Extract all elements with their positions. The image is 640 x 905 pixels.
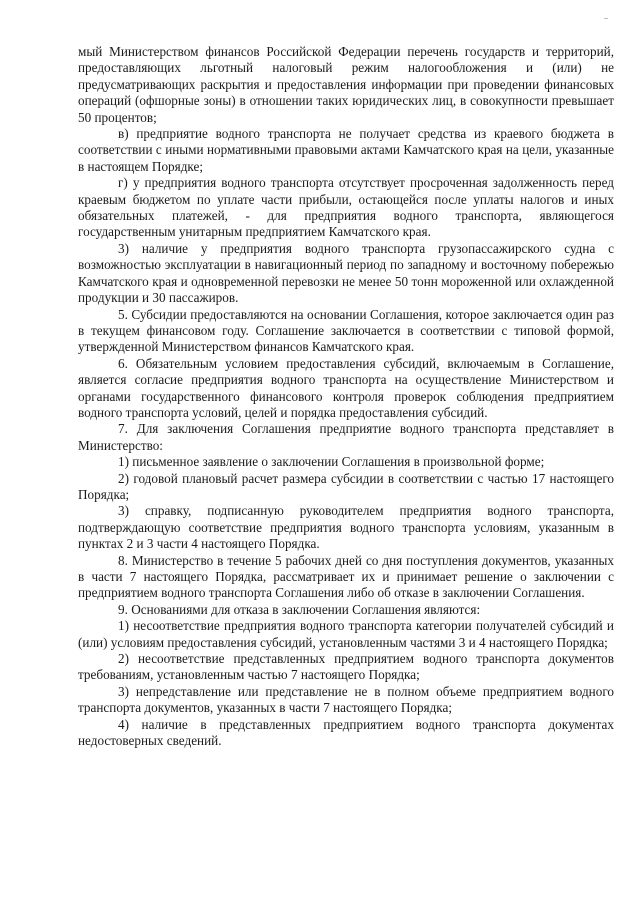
paragraph-section-9-item-1: 1) несоответствие предприятия водного транспорта категории получателей субсидий и (или) условиям предоставления субсидий, установленным частями 3 и 4 настоящего Порядка;	[78, 618, 614, 650]
paragraph-section-9-item-4: 4) наличие в представленных предприятием водного транспорта документах недостоверных сведений.	[78, 716, 614, 749]
paragraph-section-7-item-3: 3) справку, подписанную руководителем предприятия водного транспорта, подтверждающую соответствие предприятия водного транспорта условиям, указанным в пунктах 2 и 3 части 4 настоящего Порядка.	[78, 503, 614, 552]
paragraph-section-8: 8. Министерство в течение 5 рабочих дней со дня поступления документов, указанных в части 7 настоящего Порядка, рассматривает их и принимает решение о заключении с предприятием водного транспорта Соглашения либо об отказе в заключении Соглашения.	[78, 552, 614, 601]
scan-mark	[604, 18, 608, 19]
paragraph-section-9-item-2: 2) несоответствие представленных предприятием водного транспорта документов требованиям, установленным частью 7 настоящего Порядка;	[78, 651, 614, 683]
paragraph-section-5: 5. Субсидии предоставляются на основании Соглашения, которое заключается один раз в текущем финансовом году. Соглашение заключается в соответствии с типовой формой, утвержденной Министерством финансов Камчатского края.	[78, 306, 614, 355]
paragraph-item-3: 3) наличие у предприятия водного транспорта грузопассажирского судна с возможностью эксплуатации в навигационный период по западному и восточному побережью Камчатского края и одновременной перевозки не менее 50 тонн мороженной или охлажденной продукции и 30 пассажиров.	[78, 240, 614, 306]
paragraph-item-g: г) у предприятия водного транспорта отсутствует просроченная задолженность перед краевым бюджетом по уплате части прибыли, остающейся после уплаты налогов и иных обязательных платежей, - для предприятия водного транспорта, являющегося государственным унитарным предприятием Камчатского края.	[78, 175, 614, 240]
paragraph-section-7-item-1: 1) письменное заявление о заключении Соглашения в произвольной форме;	[118, 454, 545, 470]
paragraph-item-v: в) предприятие водного транспорта не получает средства из краевого бюджета в соответствии с иными нормативными правовыми актами Камчатского края на цели, указанные в настоящем Порядке;	[78, 126, 614, 174]
paragraph-section-9: 9. Основаниями для отказа в заключении Соглашения являются:	[118, 601, 481, 617]
paragraph-section-7: 7. Для заключения Соглашения предприятие водного транспорта представляет в Министерство:	[78, 421, 614, 453]
paragraph-section-9-item-3: 3) непредставление или представление не в полном объеме предприятием водного транспорта документов, указанных в части 7 настоящего Порядка;	[78, 683, 614, 716]
document-body	[78, 44, 614, 749]
paragraph-section-7-item-2: 2) годовой плановый расчет размера субсидии в соответствии с частью 17 настоящего Порядка;	[78, 470, 614, 502]
paragraph-section-6: 6. Обязательным условием предоставления субсидий, включаемым в Соглашение, является согласие предприятия водного транспорта на осуществление Министерством и органами государственного финансового контроля проверок соблюдения предприятием водного транспорта условий, целей и порядка предоставления субсидий.	[78, 355, 614, 420]
paragraph-continuation: мый Министерством финансов Российской Федерации перечень государств и территорий, предоставляющих льготный налоговый режим налогообложения и (или) не предусматривающих раскрытия и предоставления информации при проведении финансовых операций (офшорные зоны) в отношении таких юридических лиц, в совокупности превышает 50 процентов;	[78, 44, 614, 125]
